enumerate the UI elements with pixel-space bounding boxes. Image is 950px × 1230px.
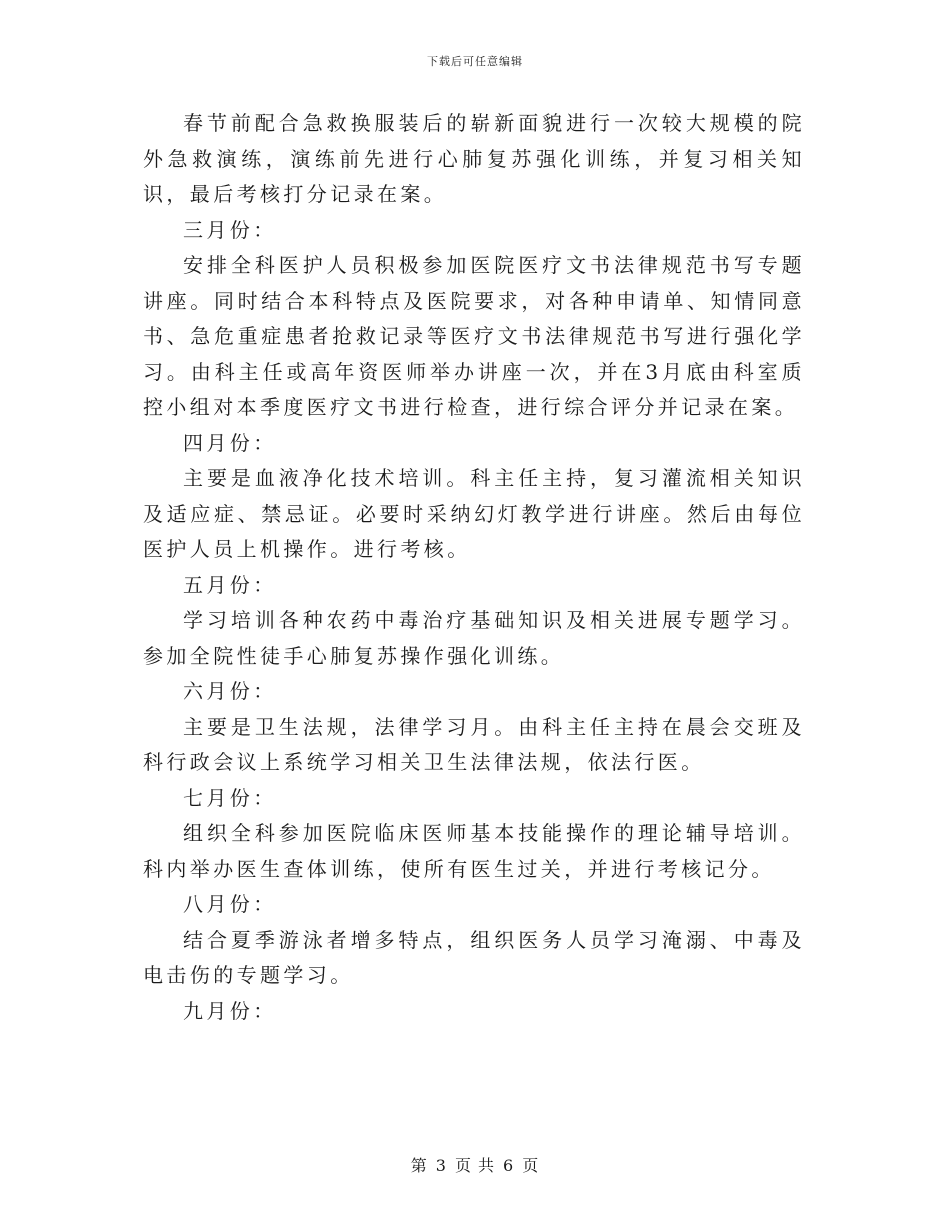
paragraph: 主要是血液净化技术培训。科主任主持，复习灌流相关知识及适应症、禁忌证。必要时采纳幻灯教学进行讲座。然后由每位医护人员上机操作。进行考核。 (143, 466, 805, 561)
section-heading: 五月份： (183, 572, 277, 597)
paragraph: 结合夏季游泳者增多特点，组织医务人员学习淹溺、中毒及电击伤的专题学习。 (143, 927, 805, 987)
paragraph: 主要是卫生法规，法律学习月。由科主任主持在晨会交班及科行政会议上系统学习相关卫生法律法规，依法行医。 (143, 714, 805, 774)
page-total: 6 (503, 1156, 515, 1175)
section-heading: 八月份： (183, 892, 277, 916)
section-heading: 三月份： (183, 217, 277, 242)
section-heading: 六月份： (183, 679, 277, 703)
paragraph: 学习培训各种农药中毒治疗基础知识及相关进展专题学习。参加全院性徒手心肺复苏操作强化训练。 (143, 608, 805, 668)
section-heading: 四月份： (183, 430, 277, 455)
section-heading: 七月份： (183, 785, 277, 810)
section-heading: 九月份： (183, 998, 277, 1023)
paragraph: 组织全科参加医院临床医师基本技能操作的理论辅导培训。科内举办医生查体训练，使所有医生过关，并进行考核记分。 (143, 821, 805, 881)
page-header: 下载后可任意编辑 (427, 55, 523, 68)
footer-middle: 页 共 (454, 1156, 496, 1175)
footer-suffix: 页 (522, 1156, 540, 1175)
paragraph: 春节前配合急救换服装后的崭新面貌进行一次较大规模的院外急救演练，演练前先进行心肺复苏强化训练，并复习相关知识，最后考核打分记录在案。 (143, 111, 805, 206)
paragraph: 安排全科医护人员积极参加医院医疗文书法律规范书写专题讲座。同时结合本科特点及医院要求，对各种申请单、知情同意书、急危重症患者抢救记录等医疗文书法律规范书写进行强化学习。由科主任或高年资医师举办讲座一次，并在3月底由科室质控小组对本季度医疗文书进行检查，进行综合评分并记录在案。 (143, 253, 805, 419)
footer-prefix: 第 (410, 1156, 428, 1175)
document-body (143, 106, 805, 1029)
page-number: 3 (435, 1156, 447, 1175)
page-footer (0, 1153, 950, 1176)
